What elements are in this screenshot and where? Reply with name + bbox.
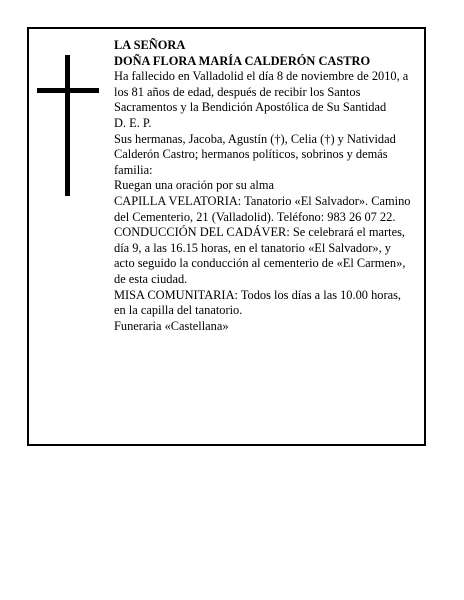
chapel-info: CAPILLA VELATORIA: Tanatorio «El Salvador». Camino del Cementerio, 21 (Valladolid). Teléfono: 983 26 07 22. xyxy=(114,193,411,224)
rip-text: D. E. P. xyxy=(114,115,152,130)
deceased-name: DOÑA FLORA MARÍA CALDERÓN CASTRO xyxy=(114,53,371,68)
funeral-home: Funeraria «Castellana» xyxy=(114,318,229,333)
death-announcement: Ha fallecido en Valladolid el día 8 de noviembre de 2010, a los 81 años de edad, después de recibir los Santos Sacramentos y la Bendición Apostólica de Su Santidad xyxy=(114,69,409,115)
family-text: Sus hermanas, Jacoba, Agustín (†), Celia (†) y Natividad Calderón Castro; hermanos políticos, sobrinos y demás familia: xyxy=(114,131,396,177)
cross-icon xyxy=(37,55,99,196)
notice-title: LA SEÑORA xyxy=(114,38,186,52)
cross-vertical-bar xyxy=(65,55,70,196)
procession-info: CONDUCCIÓN DEL CADÁVER: Se celebrará el martes, día 9, a las 16.15 horas, en el tanatorio «El Salvador», y acto seguido la conducción al cementerio de «El Carmen», de esta ciudad. xyxy=(114,225,406,286)
cross-horizontal-bar xyxy=(37,88,99,93)
mass-info: MISA COMUNITARIA: Todos los días a las 10.00 horas, en la capilla del tanatorio. xyxy=(114,287,402,318)
prayer-request: Ruegan una oración por su alma xyxy=(114,178,274,193)
notice-text-block xyxy=(114,38,414,334)
